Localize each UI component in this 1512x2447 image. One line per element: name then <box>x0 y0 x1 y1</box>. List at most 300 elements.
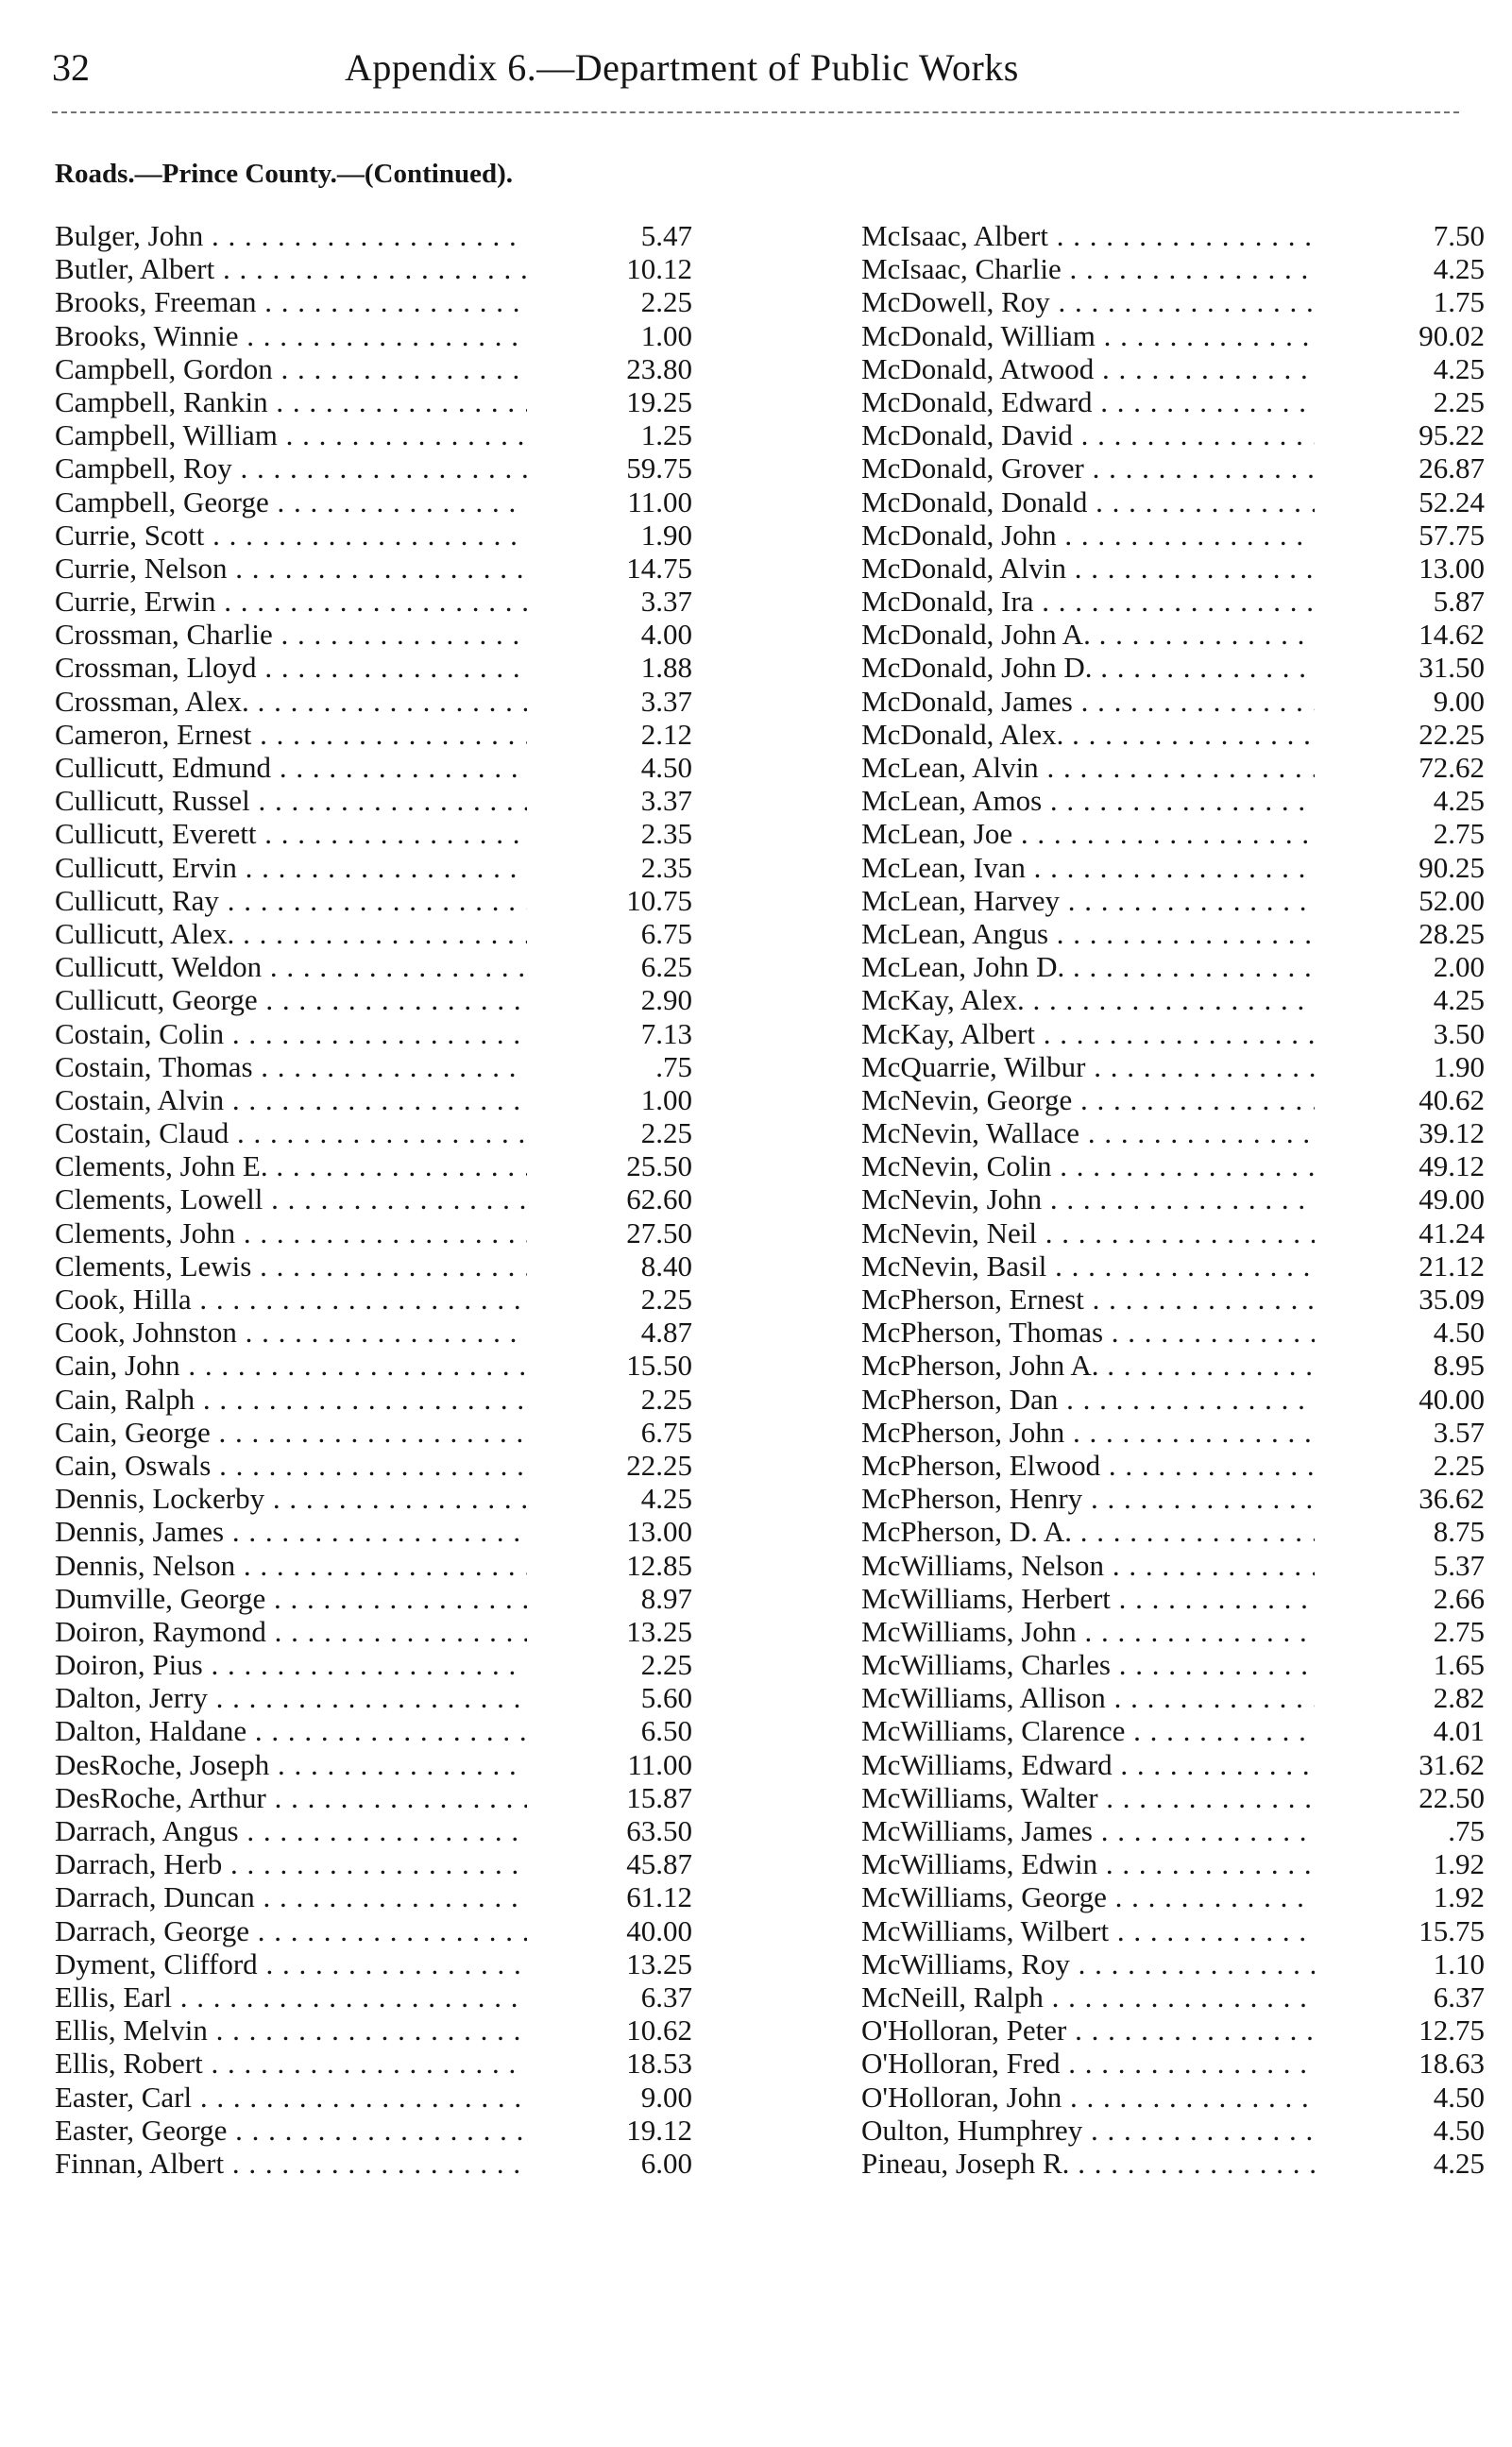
entry-name: Currie, Scott . . . <box>55 518 527 552</box>
entry-name: Pineau, Joseph R. . . . <box>861 2147 1315 2180</box>
entry-amount: 2.25 <box>640 1382 692 1416</box>
list-item <box>861 1149 1485 1182</box>
entry-name: McDonald, Atwood . . . <box>861 352 1315 385</box>
entry-name: Cullicutt, Edmund . . . <box>55 751 527 784</box>
left-column <box>55 219 692 2180</box>
entry-amount: 3.57 <box>1433 1415 1485 1449</box>
header-rule <box>52 111 1459 113</box>
entry-name: McDonald, John A. . . . <box>861 618 1315 651</box>
list-item <box>861 1681 1485 1714</box>
entry-amount: 2.25 <box>640 1283 692 1316</box>
entry-amount: 62.60 <box>626 1182 692 1216</box>
list-item <box>55 2146 692 2180</box>
list-item <box>861 252 1485 285</box>
entry-name: McPherson, Thomas . . . <box>861 1316 1315 1349</box>
list-item <box>861 784 1485 817</box>
list-item <box>861 518 1485 552</box>
entry-amount: 22.25 <box>626 1448 692 1482</box>
list-item <box>861 1083 1485 1116</box>
entry-amount: 10.75 <box>626 883 692 917</box>
entry-amount: 2.25 <box>640 1648 692 1682</box>
entry-name: Darrach, George . . . <box>55 1914 527 1947</box>
entry-amount: 4.50 <box>640 751 692 784</box>
list-item <box>861 1515 1485 1548</box>
entry-amount: 5.87 <box>1433 585 1485 619</box>
entry-name: McWilliams, John . . . <box>861 1615 1315 1648</box>
entry-amount: 3.50 <box>1433 1016 1485 1050</box>
list-item <box>861 1781 1485 1814</box>
list-item <box>861 2081 1485 2114</box>
list-item <box>861 983 1485 1016</box>
entry-name: McDonald, Grover . . . <box>861 451 1315 484</box>
entry-name: Brooks, Winnie . . . <box>55 319 527 352</box>
entry-amount: 4.87 <box>640 1316 692 1350</box>
entry-name: McPherson, Ernest . . . <box>861 1283 1315 1316</box>
entry-amount: 14.75 <box>626 551 692 585</box>
entry-name: McDonald, John D. . . . <box>861 651 1315 684</box>
entry-name: McDonald, James . . . <box>861 685 1315 718</box>
list-item <box>861 1416 1485 1449</box>
entry-name: McWilliams, Charles . . . <box>861 1648 1315 1681</box>
list-item <box>55 1082 692 1116</box>
entry-amount: 11.00 <box>627 484 692 518</box>
entry-amount: 31.50 <box>1419 651 1485 685</box>
entry-name: McDonald, David . . . <box>861 418 1315 451</box>
entry-amount: 95.22 <box>1419 418 1485 452</box>
list-item <box>861 1648 1485 1681</box>
list-item <box>55 1946 692 1980</box>
entry-amount: 63.50 <box>626 1814 692 1847</box>
list-item <box>861 1847 1485 1880</box>
entry-name: McNevin, John . . . <box>861 1182 1315 1215</box>
list-item <box>861 219 1485 252</box>
entry-amount: 3.37 <box>640 784 692 818</box>
entry-amount: 6.00 <box>640 2146 692 2180</box>
entry-name: Crossman, Alex. . . . <box>55 685 527 718</box>
entry-name: Campbell, William . . . <box>55 418 527 451</box>
list-item <box>861 1283 1485 1316</box>
entry-name: McWilliams, Herbert . . . <box>861 1582 1315 1615</box>
entry-name: McWilliams, Roy . . . <box>861 1947 1315 1980</box>
entry-amount: 72.62 <box>1419 751 1485 784</box>
entry-name: Cameron, Ernest . . . <box>55 718 527 751</box>
entry-name: McQuarrie, Wilbur . . . <box>861 1050 1315 1083</box>
list-item <box>55 219 692 252</box>
entry-name: Costain, Thomas . . . <box>55 1050 527 1083</box>
entry-amount: 9.00 <box>1433 684 1485 718</box>
entry-amount: 15.75 <box>1419 1913 1485 1947</box>
entry-amount: 5.60 <box>640 1681 692 1715</box>
entry-name: McWilliams, George . . . <box>861 1880 1315 1913</box>
entry-amount: 13.25 <box>626 1946 692 1980</box>
list-item <box>55 384 692 418</box>
list-item <box>55 1581 692 1615</box>
entry-amount: 2.75 <box>1433 1614 1485 1648</box>
list-item <box>55 1149 692 1183</box>
entry-amount: 4.25 <box>1433 784 1485 818</box>
entry-name: McWilliams, Clarence . . . <box>861 1714 1315 1747</box>
list-item <box>861 1349 1485 1382</box>
list-item <box>861 751 1485 784</box>
entry-amount: 4.25 <box>1433 983 1485 1017</box>
entry-name: McNeill, Ralph . . . <box>861 1980 1315 2014</box>
list-item <box>861 1017 1485 1050</box>
entry-name: Dalton, Jerry . . . <box>55 1681 527 1714</box>
list-item <box>55 1016 692 1050</box>
entry-amount: 1.65 <box>1433 1648 1485 1682</box>
entry-name: Darrach, Angus . . . <box>55 1814 527 1847</box>
entry-name: McWilliams, James . . . <box>861 1814 1315 1847</box>
list-item <box>861 1050 1485 1083</box>
entry-amount: 6.25 <box>640 950 692 984</box>
entry-amount: 23.80 <box>626 351 692 385</box>
entry-name: Clements, Lewis . . . <box>55 1249 527 1283</box>
entry-name: McDonald, Donald . . . <box>861 485 1315 518</box>
entry-amount: 10.62 <box>626 2014 692 2048</box>
list-item <box>55 2080 692 2114</box>
entry-amount: 1.92 <box>1433 1880 1485 1914</box>
list-item <box>55 1980 692 2014</box>
list-item <box>861 917 1485 950</box>
list-item <box>55 1847 692 1881</box>
list-item <box>55 351 692 385</box>
list-item <box>55 252 692 286</box>
entry-amount: 12.75 <box>1419 2014 1485 2048</box>
entry-amount: 15.50 <box>626 1349 692 1383</box>
entry-name: Doiron, Raymond . . . <box>55 1615 527 1648</box>
list-item <box>55 950 692 984</box>
entry-name: McPherson, Elwood . . . <box>861 1449 1315 1482</box>
entry-name: Dyment, Clifford . . . <box>55 1947 527 1980</box>
list-item <box>55 1482 692 1516</box>
list-item <box>55 1283 692 1316</box>
entry-name: Cain, Oswals . . . <box>55 1449 527 1482</box>
entry-amount: 41.24 <box>1419 1215 1485 1249</box>
section-heading: Roads.—Prince County.—(Continued). <box>55 159 513 189</box>
list-item <box>55 1648 692 1682</box>
list-item <box>55 1614 692 1648</box>
entry-amount: 28.25 <box>1419 916 1485 950</box>
list-item <box>861 1182 1485 1215</box>
list-item <box>55 318 692 352</box>
entry-amount: 40.00 <box>626 1913 692 1947</box>
list-item <box>861 2147 1485 2180</box>
entry-amount: 1.90 <box>1433 1049 1485 1083</box>
list-item <box>55 1049 692 1083</box>
entry-amount: 1.00 <box>640 1082 692 1116</box>
entry-amount: 10.12 <box>626 252 692 286</box>
entry-name: Cullicutt, Alex. . . . <box>55 917 527 950</box>
entry-amount: 1.00 <box>640 318 692 352</box>
entry-name: McLean, Ivan . . . <box>861 851 1315 884</box>
entry-amount: 27.50 <box>626 1215 692 1249</box>
list-item <box>55 651 692 685</box>
entry-name: DesRoche, Arthur . . . <box>55 1781 527 1814</box>
entry-name: McDonald, Ira . . . <box>861 585 1315 618</box>
entry-amount: 2.00 <box>1433 950 1485 984</box>
entry-name: O'Holloran, John . . . <box>861 2081 1315 2114</box>
entry-amount: 3.37 <box>640 684 692 718</box>
entry-name: Cullicutt, Everett . . . <box>55 817 527 850</box>
entry-name: Dennis, Lockerby . . . <box>55 1482 527 1515</box>
list-item <box>861 451 1485 484</box>
list-item <box>861 1748 1485 1781</box>
entry-name: Campbell, George . . . <box>55 485 527 518</box>
entry-amount: 11.00 <box>627 1747 692 1781</box>
list-item <box>55 1913 692 1947</box>
entry-name: Ellis, Earl . . . <box>55 1980 527 2014</box>
entry-name: Currie, Nelson . . . <box>55 552 527 585</box>
list-item <box>55 1116 692 1150</box>
list-item <box>55 916 692 950</box>
list-item <box>861 585 1485 618</box>
entry-amount: 13.00 <box>626 1515 692 1549</box>
list-item <box>55 1182 692 1216</box>
entry-amount: 4.50 <box>1433 2080 1485 2114</box>
entry-amount: 7.13 <box>640 1016 692 1050</box>
list-item <box>55 1814 692 1847</box>
entry-amount: 2.25 <box>640 1116 692 1150</box>
entry-name: Cook, Hilla . . . <box>55 1283 527 1316</box>
entry-amount: 52.00 <box>1419 883 1485 917</box>
list-item <box>55 551 692 585</box>
entry-amount: 6.50 <box>640 1714 692 1748</box>
entry-amount: 61.12 <box>626 1880 692 1914</box>
entry-name: Campbell, Rankin . . . <box>55 385 527 418</box>
entry-name: McLean, Alvin . . . <box>861 751 1315 784</box>
entry-name: Doiron, Pius . . . <box>55 1648 527 1681</box>
list-item <box>55 484 692 518</box>
entry-amount: 52.24 <box>1419 484 1485 518</box>
list-item <box>861 2047 1485 2080</box>
list-item <box>55 1215 692 1249</box>
list-item <box>861 385 1485 418</box>
entry-name: McWilliams, Edward . . . <box>861 1748 1315 1781</box>
list-item <box>861 1549 1485 1582</box>
entry-name: McDonald, Alvin . . . <box>861 552 1315 585</box>
entry-amount: 4.25 <box>1433 351 1485 385</box>
entry-name: Clements, John E. . . . <box>55 1149 527 1182</box>
entry-name: McDonald, Edward . . . <box>861 385 1315 418</box>
list-item <box>861 651 1485 684</box>
entry-amount: 2.90 <box>640 983 692 1017</box>
list-item <box>55 1780 692 1814</box>
list-item <box>55 2047 692 2081</box>
entry-amount: 2.12 <box>640 717 692 751</box>
entry-name: McKay, Albert . . . <box>861 1017 1315 1050</box>
list-item <box>861 1814 1485 1847</box>
entry-amount: 4.25 <box>1433 252 1485 286</box>
entry-name: McWilliams, Nelson . . . <box>861 1549 1315 1582</box>
entry-name: Cullicutt, Weldon . . . <box>55 950 527 983</box>
entry-name: McLean, Joe . . . <box>861 817 1315 850</box>
entry-amount: 8.97 <box>640 1581 692 1615</box>
entry-name: Cain, John . . . <box>55 1349 527 1382</box>
entry-name: McIsaac, Albert . . . <box>861 219 1315 252</box>
entry-name: Bulger, John . . . <box>55 219 527 252</box>
list-item <box>861 485 1485 518</box>
entry-amount: 40.00 <box>1419 1382 1485 1416</box>
list-item <box>55 850 692 884</box>
list-item <box>55 983 692 1017</box>
entry-name: McDonald, Alex. . . . <box>861 718 1315 751</box>
entry-name: McWilliams, Allison . . . <box>861 1681 1315 1714</box>
entry-name: McNevin, George . . . <box>861 1083 1315 1116</box>
list-item <box>55 1382 692 1416</box>
list-item <box>55 1880 692 1914</box>
list-item <box>55 1747 692 1781</box>
entry-amount: 2.82 <box>1433 1681 1485 1715</box>
list-item <box>861 1947 1485 1980</box>
list-item <box>55 784 692 818</box>
list-item <box>861 285 1485 318</box>
entry-amount: 4.50 <box>1433 1316 1485 1350</box>
entry-name: McPherson, John A. . . . <box>861 1349 1315 1382</box>
entry-name: Cook, Johnston . . . <box>55 1316 527 1349</box>
entry-amount: 4.25 <box>640 1482 692 1516</box>
entry-amount: 8.40 <box>640 1249 692 1283</box>
entry-name: Cain, Ralph . . . <box>55 1383 527 1416</box>
entry-name: Clements, Lowell . . . <box>55 1182 527 1215</box>
entry-amount: 8.75 <box>1433 1515 1485 1549</box>
entry-amount: 4.25 <box>1433 2146 1485 2180</box>
entry-name: Costain, Claud . . . <box>55 1116 527 1149</box>
entry-name: McPherson, John . . . <box>861 1416 1315 1449</box>
list-item <box>55 2014 692 2048</box>
entry-amount: 2.25 <box>1433 1448 1485 1482</box>
entry-amount: 49.00 <box>1419 1182 1485 1216</box>
entry-name: McNevin, Neil . . . <box>861 1216 1315 1249</box>
entry-name: Brooks, Freeman . . . <box>55 285 527 318</box>
entry-amount: 6.75 <box>640 1415 692 1449</box>
entry-name: Cullicutt, Ervin . . . <box>55 851 527 884</box>
entry-amount: 45.87 <box>626 1847 692 1881</box>
entry-name: McNevin, Colin . . . <box>861 1149 1315 1182</box>
list-item <box>55 518 692 552</box>
entry-amount: 21.12 <box>1419 1249 1485 1283</box>
entry-amount: 22.50 <box>1419 1780 1485 1814</box>
list-item <box>861 1714 1485 1747</box>
entry-amount: 90.02 <box>1419 318 1485 352</box>
entry-amount: 6.37 <box>1433 1980 1485 2014</box>
list-item <box>861 950 1485 983</box>
list-item <box>55 1415 692 1449</box>
entry-name: McWilliams, Walter . . . <box>861 1781 1315 1814</box>
entry-amount: 19.25 <box>626 384 692 418</box>
list-item <box>55 451 692 485</box>
entry-amount: .75 <box>1448 1814 1485 1847</box>
entry-amount: 2.75 <box>1433 817 1485 851</box>
entry-amount: 6.37 <box>640 1980 692 2014</box>
entry-name: Ellis, Melvin . . . <box>55 2014 527 2047</box>
entry-amount: 4.50 <box>1433 2113 1485 2147</box>
entry-amount: 5.47 <box>640 219 692 252</box>
entry-amount: 35.09 <box>1419 1283 1485 1316</box>
entry-name: Dennis, Nelson . . . <box>55 1549 527 1582</box>
entry-amount: 3.37 <box>640 585 692 619</box>
entry-name: McNevin, Wallace . . . <box>861 1116 1315 1149</box>
entry-amount: 1.88 <box>640 651 692 685</box>
list-item <box>55 418 692 452</box>
list-item <box>861 618 1485 651</box>
list-item <box>55 1349 692 1383</box>
entry-name: McPherson, D. A. . . . <box>861 1515 1315 1548</box>
page-title: Appendix 6.—Department of Public Works <box>345 46 1019 89</box>
entry-amount: 6.75 <box>640 916 692 950</box>
entry-amount: 59.75 <box>626 451 692 485</box>
entry-name: McWilliams, Edwin . . . <box>861 1847 1315 1880</box>
entry-amount: 13.00 <box>1419 551 1485 585</box>
entry-amount: 14.62 <box>1419 618 1485 652</box>
entry-amount: 9.00 <box>640 2080 692 2114</box>
entry-name: Clements, John . . . <box>55 1216 527 1249</box>
entry-name: Cullicutt, Ray . . . <box>55 884 527 917</box>
entry-name: Cullicutt, Russel . . . <box>55 784 527 817</box>
list-item <box>55 1515 692 1549</box>
entry-amount: 40.62 <box>1419 1082 1485 1116</box>
entry-amount: 2.35 <box>640 850 692 884</box>
entry-amount: 8.95 <box>1433 1349 1485 1383</box>
entry-name: McPherson, Dan . . . <box>861 1383 1315 1416</box>
list-item <box>861 1449 1485 1482</box>
list-item <box>55 1714 692 1748</box>
list-item <box>861 851 1485 884</box>
entry-amount: 2.35 <box>640 817 692 851</box>
list-item <box>861 1880 1485 1913</box>
entry-name: O'Holloran, Peter . . . <box>861 2014 1315 2047</box>
entry-amount: 1.25 <box>640 418 692 452</box>
list-item <box>55 1316 692 1350</box>
entry-amount: 2.66 <box>1433 1581 1485 1615</box>
entry-amount: 26.87 <box>1419 451 1485 485</box>
entry-amount: 1.90 <box>640 518 692 552</box>
entry-name: Crossman, Lloyd . . . <box>55 651 527 684</box>
entry-amount: 22.25 <box>1419 717 1485 751</box>
list-item <box>861 2014 1485 2047</box>
list-item <box>55 751 692 784</box>
entry-amount: .75 <box>655 1049 692 1083</box>
list-item <box>55 1548 692 1582</box>
list-item <box>861 718 1485 751</box>
entry-amount: 15.87 <box>626 1780 692 1814</box>
list-item <box>55 1249 692 1283</box>
entry-name: McLean, Angus . . . <box>861 917 1315 950</box>
entry-amount: 2.25 <box>1433 384 1485 418</box>
entry-name: McLean, Amos . . . <box>861 784 1315 817</box>
entry-name: McDonald, William . . . <box>861 319 1315 352</box>
entry-name: Ellis, Robert . . . <box>55 2047 527 2080</box>
list-item <box>861 685 1485 718</box>
list-item <box>55 2113 692 2147</box>
entry-name: Crossman, Charlie . . . <box>55 618 527 651</box>
entry-amount: 25.50 <box>626 1149 692 1183</box>
list-item <box>861 1980 1485 2014</box>
entry-name: Easter, Carl . . . <box>55 2081 527 2114</box>
entry-amount: 12.85 <box>626 1548 692 1582</box>
list-item <box>861 817 1485 850</box>
entry-name: Dalton, Haldane . . . <box>55 1714 527 1747</box>
entry-name: Butler, Albert . . . <box>55 252 527 285</box>
entry-name: Dumville, George . . . <box>55 1582 527 1615</box>
page-number: 32 <box>52 46 90 89</box>
entry-name: DesRoche, Joseph . . . <box>55 1748 527 1781</box>
entry-name: McKay, Alex. . . . <box>861 983 1315 1016</box>
entry-name: McNevin, Basil . . . <box>861 1249 1315 1283</box>
list-item <box>55 684 692 718</box>
entry-amount: 18.63 <box>1419 2047 1485 2081</box>
entry-name: O'Holloran, Fred . . . <box>861 2047 1315 2080</box>
entry-name: Dennis, James . . . <box>55 1515 527 1548</box>
